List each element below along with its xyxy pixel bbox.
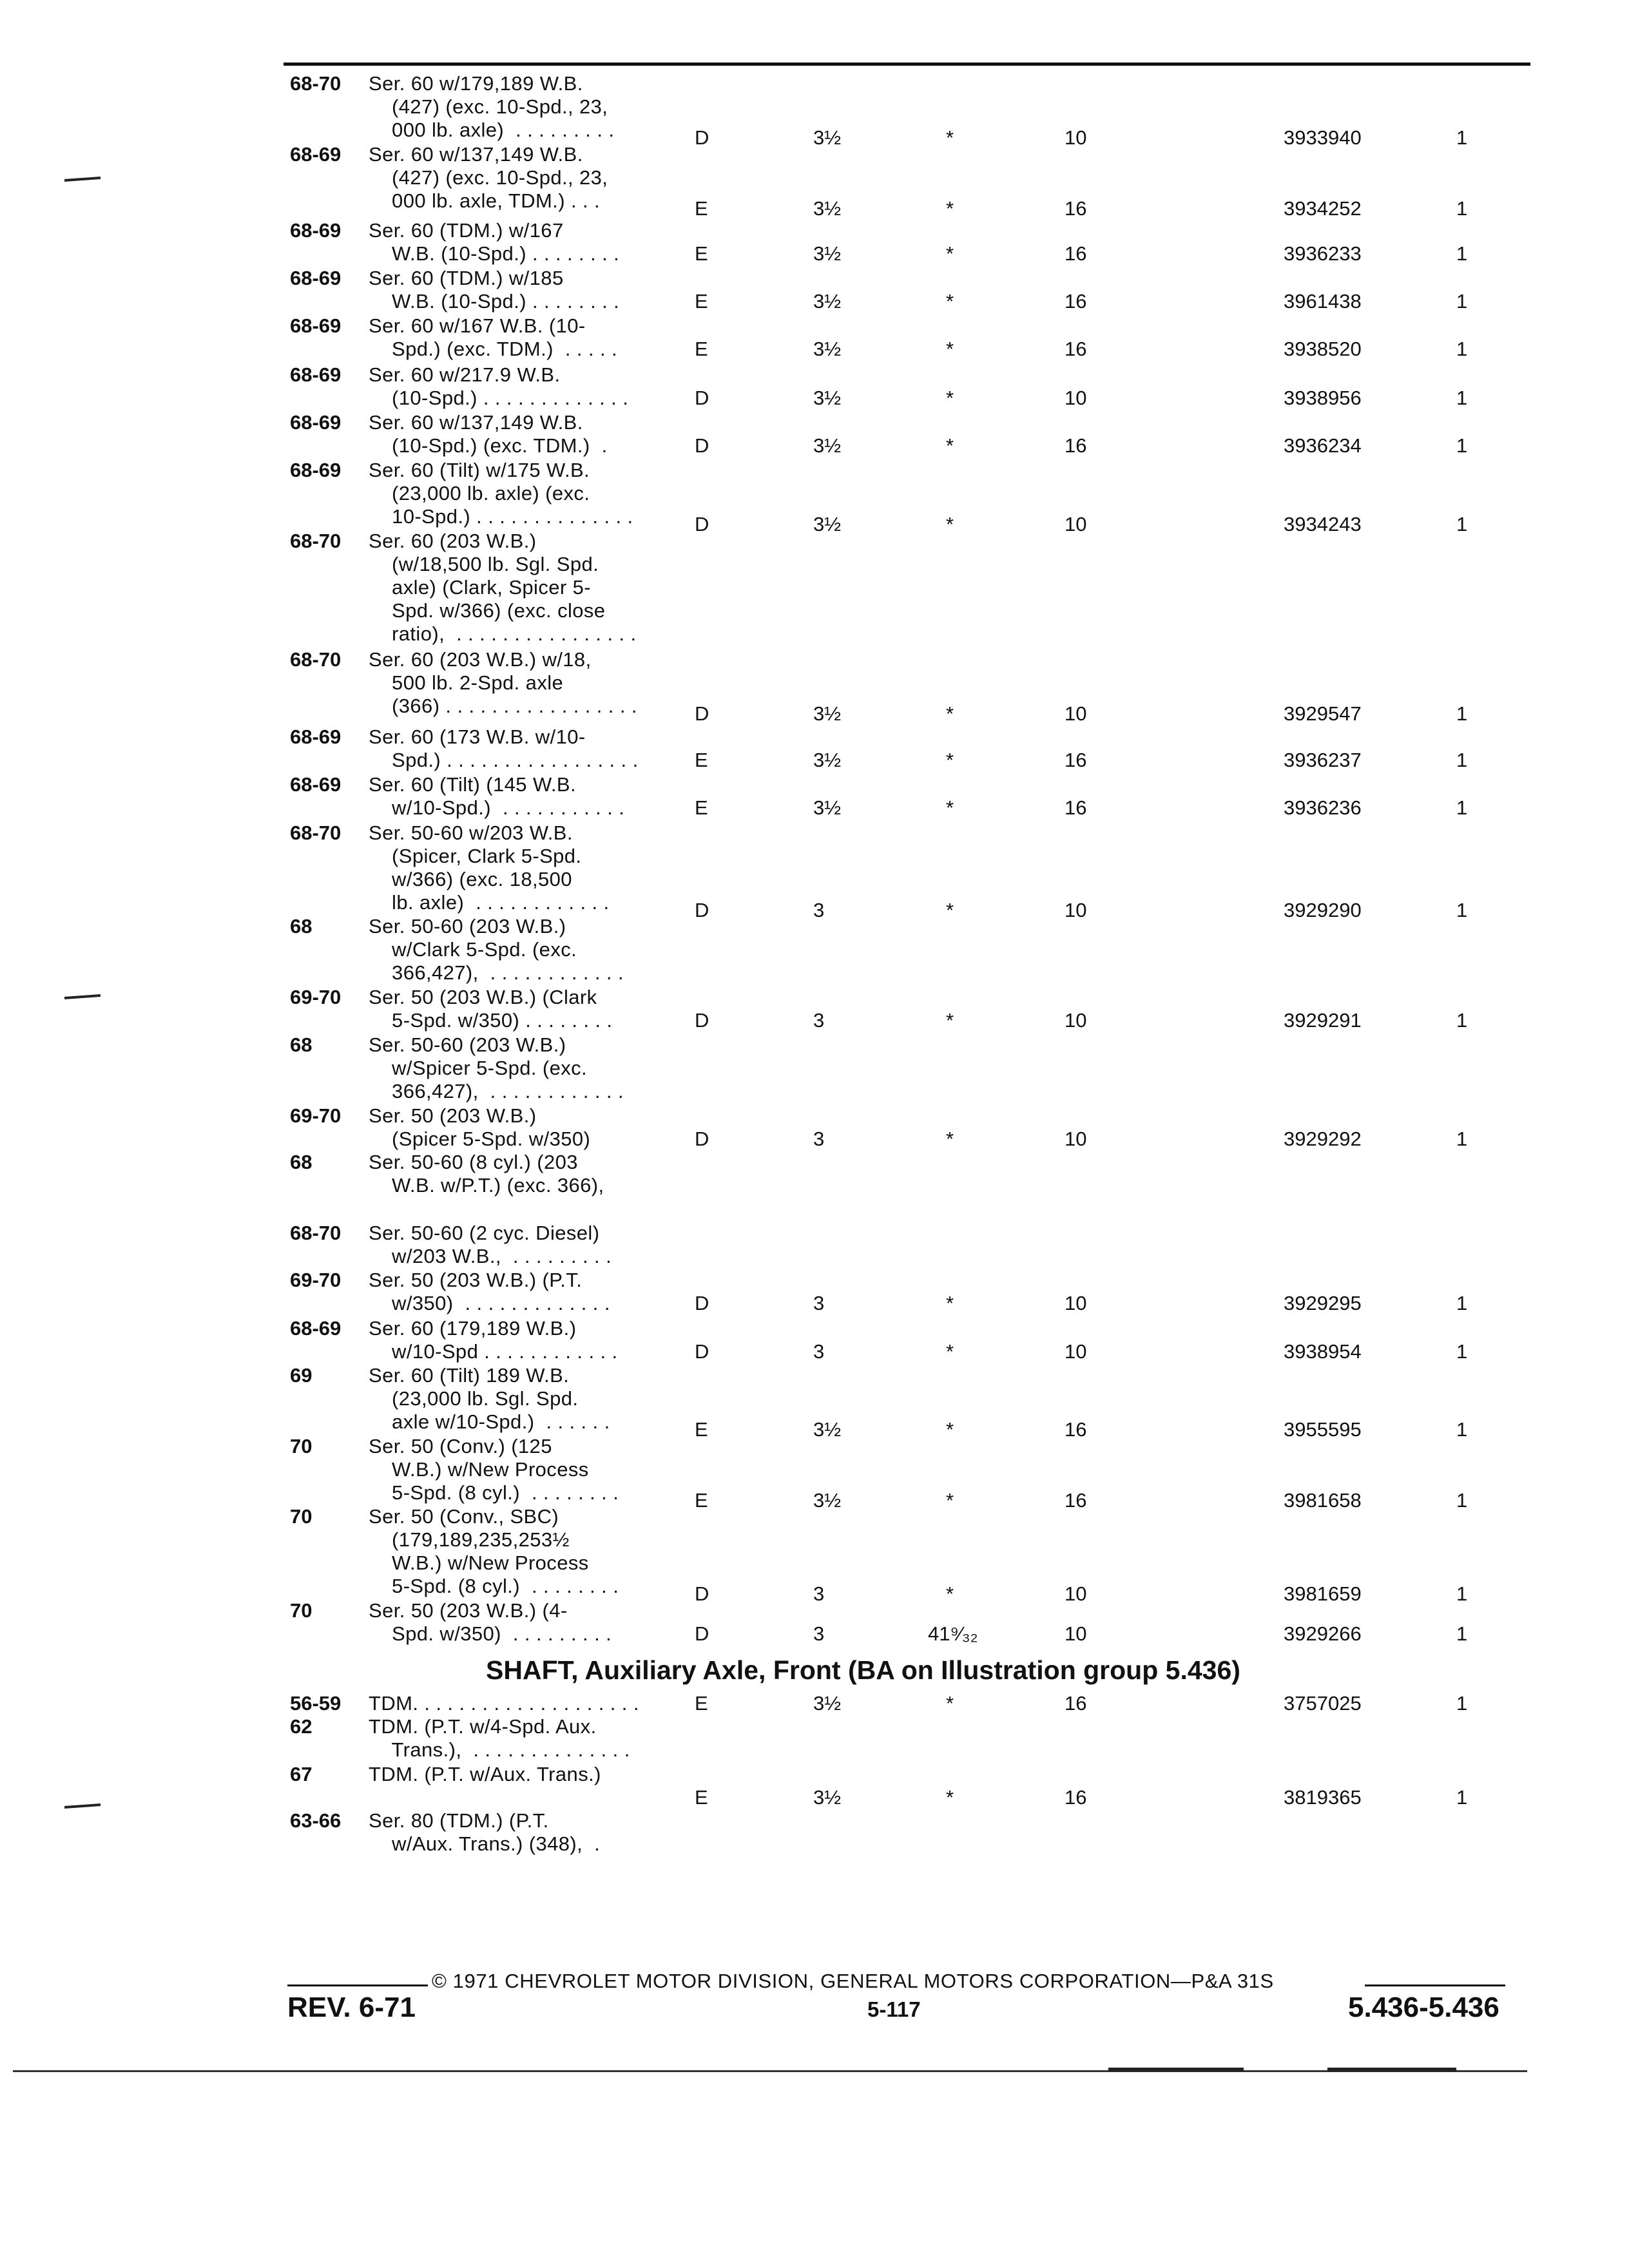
cell-c5: 3929266 xyxy=(1284,1622,1362,1645)
cell-c1: E xyxy=(695,749,708,771)
cell-c2: 3½ xyxy=(813,1489,842,1512)
cell-c3: 41⁹⁄₃₂ xyxy=(928,1622,978,1645)
cell-c1: E xyxy=(695,1418,708,1441)
description-line: 366,427), . . . . . . . . . . . . xyxy=(369,961,624,984)
description-line: 5-Spd. (8 cyl.) . . . . . . . . xyxy=(369,1575,619,1597)
description-line: (23,000 lb. axle) (exc. xyxy=(369,482,590,505)
cell-c1: D xyxy=(695,1009,709,1032)
section-title: SHAFT, Auxiliary Axle, Front (BA on Illustration group 5.436) xyxy=(486,1655,1240,1685)
cell-c3: * xyxy=(946,1582,954,1605)
cell-c4: 16 xyxy=(1065,749,1087,771)
cell-c3: * xyxy=(946,1292,954,1314)
description-line: Ser. 60 w/137,149 W.B. xyxy=(369,143,583,166)
description-line: Ser. 60 (203 W.B.) xyxy=(369,530,537,552)
description-line: (10-Spd.) . . . . . . . . . . . . . xyxy=(369,387,629,409)
description-line: Ser. 60 (179,189 W.B.) xyxy=(369,1317,577,1340)
cell-c2: 3½ xyxy=(813,513,842,535)
cell-c3: * xyxy=(946,1418,954,1441)
cell-c1: D xyxy=(695,387,709,409)
cell-c5: 3929295 xyxy=(1284,1292,1362,1314)
description-line: W.B. w/P.T.) (exc. 366), xyxy=(369,1174,604,1196)
cell-c5: 3929547 xyxy=(1284,702,1362,725)
cell-c5: 3936237 xyxy=(1284,749,1362,771)
description-line: Spd. w/366) (exc. close xyxy=(369,599,606,622)
model-years: 68-69 xyxy=(290,1317,342,1340)
margin-mark xyxy=(64,1803,101,1809)
model-years: 67 xyxy=(290,1763,313,1785)
cell-c5: 3929292 xyxy=(1284,1128,1362,1150)
description-line: ratio), . . . . . . . . . . . . . . . . xyxy=(369,622,637,645)
model-years: 68-69 xyxy=(290,773,342,796)
cell-c3: * xyxy=(946,1340,954,1363)
cell-c1: D xyxy=(695,1582,709,1605)
cell-c6: 1 xyxy=(1456,1786,1468,1809)
description-line: Ser. 50-60 (203 W.B.) xyxy=(369,915,566,937)
model-years: 68 xyxy=(290,1033,313,1056)
description-line: Spd. w/350) . . . . . . . . . xyxy=(369,1622,612,1645)
model-years: 69-70 xyxy=(290,1269,342,1291)
cell-c1: E xyxy=(695,1692,708,1715)
cell-c5: 3955595 xyxy=(1284,1418,1362,1441)
cell-c4: 10 xyxy=(1065,513,1087,535)
cell-c6: 1 xyxy=(1456,1128,1468,1150)
cell-c1: E xyxy=(695,1489,708,1512)
cell-c6: 1 xyxy=(1456,126,1468,149)
description-line: Ser. 60 (TDM.) w/167 xyxy=(369,219,564,242)
description-line: Ser. 50 (203 W.B.) xyxy=(369,1104,537,1127)
cell-c1: D xyxy=(695,1292,709,1314)
description-line: TDM. . . . . . . . . . . . . . . . . . . . xyxy=(369,1692,639,1715)
model-years: 68-69 xyxy=(290,363,342,386)
scan-dash xyxy=(1108,2068,1244,2071)
description-line: Spd.) . . . . . . . . . . . . . . . . . xyxy=(369,749,639,771)
description-line: 000 lb. axle, TDM.) . . . xyxy=(369,189,601,212)
cell-c2: 3 xyxy=(813,1622,825,1645)
description-line: Ser. 60 w/137,149 W.B. xyxy=(369,411,583,434)
cell-c5: 3757025 xyxy=(1284,1692,1362,1715)
cell-c3: * xyxy=(946,899,954,921)
cell-c1: D xyxy=(695,126,709,149)
cell-c6: 1 xyxy=(1456,197,1468,220)
cell-c1: D xyxy=(695,1340,709,1363)
cell-c2: 3½ xyxy=(813,702,842,725)
model-years: 56-59 xyxy=(290,1692,342,1715)
model-years: 68-69 xyxy=(290,314,342,337)
cell-c5: 3936234 xyxy=(1284,434,1362,457)
description-line: Trans.), . . . . . . . . . . . . . . xyxy=(369,1738,630,1761)
cell-c4: 10 xyxy=(1065,1582,1087,1605)
cell-c3: * xyxy=(946,796,954,819)
description-line: W.B.) w/New Process xyxy=(369,1552,589,1574)
cell-c2: 3½ xyxy=(813,338,842,360)
model-years: 70 xyxy=(290,1599,313,1622)
cell-c6: 1 xyxy=(1456,1009,1468,1032)
cell-c3: * xyxy=(946,749,954,771)
cell-c2: 3½ xyxy=(813,1786,842,1809)
cell-c5: 3934243 xyxy=(1284,513,1362,535)
cell-c6: 1 xyxy=(1456,434,1468,457)
description-line: W.B. (10-Spd.) . . . . . . . . xyxy=(369,242,620,265)
cell-c6: 1 xyxy=(1456,796,1468,819)
description-line: (23,000 lb. Sgl. Spd. xyxy=(369,1387,579,1410)
model-years: 63-66 xyxy=(290,1809,342,1832)
cell-c2: 3 xyxy=(813,1340,825,1363)
description-line: Ser. 50 (203 W.B.) (Clark xyxy=(369,986,597,1008)
description-line: (10-Spd.) (exc. TDM.) . xyxy=(369,434,608,457)
cell-c3: * xyxy=(946,1128,954,1150)
cell-c6: 1 xyxy=(1456,1489,1468,1512)
cell-c6: 1 xyxy=(1456,338,1468,360)
description-line: Ser. 60 (Tilt) 189 W.B. xyxy=(369,1364,570,1387)
cell-c1: D xyxy=(695,434,709,457)
cell-c2: 3½ xyxy=(813,126,842,149)
description-line: Ser. 50-60 w/203 W.B. xyxy=(369,822,573,844)
description-line: (427) (exc. 10-Spd., 23, xyxy=(369,95,608,118)
cell-c5: 3936236 xyxy=(1284,796,1362,819)
model-years: 68-69 xyxy=(290,459,342,481)
description-line: (Spicer 5-Spd. w/350) xyxy=(369,1128,591,1150)
cell-c3: * xyxy=(946,387,954,409)
cell-c1: E xyxy=(695,796,708,819)
description-line: Ser. 60 w/179,189 W.B. xyxy=(369,72,583,95)
description-line: w/Aux. Trans.) (348), . xyxy=(369,1832,601,1855)
cell-c1: D xyxy=(695,1622,709,1645)
description-line: w/203 W.B., . . . . . . . . . xyxy=(369,1245,612,1267)
cell-c5: 3981658 xyxy=(1284,1489,1362,1512)
page-number: 5-117 xyxy=(867,1997,921,2021)
cell-c3: * xyxy=(946,1692,954,1715)
cell-c6: 1 xyxy=(1456,1582,1468,1605)
cell-c6: 1 xyxy=(1456,1292,1468,1314)
cell-c3: * xyxy=(946,126,954,149)
cell-c4: 10 xyxy=(1065,387,1087,409)
cell-c3: * xyxy=(946,1489,954,1512)
cell-c5: 3981659 xyxy=(1284,1582,1362,1605)
cell-c3: * xyxy=(946,290,954,312)
description-line: 000 lb. axle) . . . . . . . . . xyxy=(369,119,615,141)
description-line: W.B. (10-Spd.) . . . . . . . . xyxy=(369,290,620,312)
cell-c3: * xyxy=(946,242,954,265)
footer-rule-right xyxy=(1365,1984,1505,1986)
cell-c2: 3 xyxy=(813,1128,825,1150)
model-years: 68-70 xyxy=(290,530,342,552)
cell-c6: 1 xyxy=(1456,387,1468,409)
cell-c2: 3½ xyxy=(813,796,842,819)
top-rule xyxy=(284,62,1530,66)
model-years: 68-69 xyxy=(290,219,342,242)
cell-c5: 3936233 xyxy=(1284,242,1362,265)
description-line: axle) (Clark, Spicer 5- xyxy=(369,576,591,599)
cell-c4: 16 xyxy=(1065,1786,1087,1809)
cell-c3: * xyxy=(946,197,954,220)
cell-c6: 1 xyxy=(1456,899,1468,921)
description-line: Ser. 50 (Conv.) (125 xyxy=(369,1435,552,1457)
description-line: 366,427), . . . . . . . . . . . . xyxy=(369,1080,624,1102)
cell-c4: 10 xyxy=(1065,1292,1087,1314)
cell-c2: 3½ xyxy=(813,387,842,409)
cell-c5: 3938954 xyxy=(1284,1340,1362,1363)
description-line: w/Spicer 5-Spd. (exc. xyxy=(369,1057,588,1079)
model-years: 68 xyxy=(290,1151,313,1173)
cell-c3: * xyxy=(946,338,954,360)
cell-c4: 16 xyxy=(1065,242,1087,265)
cell-c2: 3½ xyxy=(813,434,842,457)
cell-c6: 1 xyxy=(1456,242,1468,265)
cell-c2: 3 xyxy=(813,1009,825,1032)
description-line: Ser. 80 (TDM.) (P.T. xyxy=(369,1809,549,1832)
cell-c2: 3½ xyxy=(813,242,842,265)
cell-c4: 16 xyxy=(1065,1489,1087,1512)
cell-c1: D xyxy=(695,1128,709,1150)
cell-c4: 16 xyxy=(1065,1418,1087,1441)
description-line: (366) . . . . . . . . . . . . . . . . . xyxy=(369,695,637,717)
description-line: Ser. 50-60 (2 cyc. Diesel) xyxy=(369,1222,600,1244)
description-line: Ser. 60 (Tilt) w/175 W.B. xyxy=(369,459,590,481)
footer-copyright: © 1971 CHEVROLET MOTOR DIVISION, GENERAL MOTORS CORPORATION—P&A 31S xyxy=(432,1970,1274,1992)
description-line: TDM. (P.T. w/4-Spd. Aux. xyxy=(369,1715,597,1738)
cell-c4: 16 xyxy=(1065,434,1087,457)
scan-dash xyxy=(1327,2068,1456,2071)
description-line: 500 lb. 2-Spd. axle xyxy=(369,671,564,694)
cell-c2: 3 xyxy=(813,899,825,921)
cell-c4: 16 xyxy=(1065,197,1087,220)
description-line: 10-Spd.) . . . . . . . . . . . . . . xyxy=(369,505,633,528)
model-years: 70 xyxy=(290,1435,313,1457)
margin-mark xyxy=(64,177,101,182)
cell-c4: 10 xyxy=(1065,899,1087,921)
cell-c3: * xyxy=(946,513,954,535)
cell-c3: * xyxy=(946,434,954,457)
cell-c3: * xyxy=(946,702,954,725)
model-years: 68 xyxy=(290,915,313,937)
cell-c4: 16 xyxy=(1065,1692,1087,1715)
cell-c6: 1 xyxy=(1456,513,1468,535)
description-line: 5-Spd. w/350) . . . . . . . . xyxy=(369,1009,613,1032)
cell-c2: 3½ xyxy=(813,197,842,220)
description-line: Ser. 50-60 (8 cyl.) (203 xyxy=(369,1151,578,1173)
cell-c6: 1 xyxy=(1456,749,1468,771)
cell-c6: 1 xyxy=(1456,702,1468,725)
cell-c6: 1 xyxy=(1456,1622,1468,1645)
cell-c5: 3933940 xyxy=(1284,126,1362,149)
cell-c5: 3938956 xyxy=(1284,387,1362,409)
description-line: 5-Spd. (8 cyl.) . . . . . . . . xyxy=(369,1481,619,1504)
cell-c6: 1 xyxy=(1456,290,1468,312)
cell-c4: 10 xyxy=(1065,702,1087,725)
cell-c4: 16 xyxy=(1065,290,1087,312)
description-line: Spd.) (exc. TDM.) . . . . . xyxy=(369,338,618,360)
cell-c1: D xyxy=(695,899,709,921)
cell-c1: E xyxy=(695,1786,708,1809)
model-years: 68-70 xyxy=(290,822,342,844)
description-line: W.B.) w/New Process xyxy=(369,1458,589,1481)
description-line: axle w/10-Spd.) . . . . . . xyxy=(369,1410,610,1433)
cell-c3: * xyxy=(946,1009,954,1032)
cell-c4: 10 xyxy=(1065,1340,1087,1363)
model-years: 68-69 xyxy=(290,267,342,289)
model-years: 68-70 xyxy=(290,648,342,671)
cell-c5: 3934252 xyxy=(1284,197,1362,220)
cell-c4: 16 xyxy=(1065,338,1087,360)
cell-c4: 16 xyxy=(1065,796,1087,819)
model-years: 69-70 xyxy=(290,1104,342,1127)
cell-c2: 3½ xyxy=(813,290,842,312)
cell-c5: 3819365 xyxy=(1284,1786,1362,1809)
footer-rule-left xyxy=(287,1984,428,1986)
cell-c5: 3938520 xyxy=(1284,338,1362,360)
description-line: (427) (exc. 10-Spd., 23, xyxy=(369,166,608,189)
cell-c4: 10 xyxy=(1065,126,1087,149)
cell-c6: 1 xyxy=(1456,1418,1468,1441)
model-years: 68-69 xyxy=(290,726,342,748)
cell-c6: 1 xyxy=(1456,1340,1468,1363)
description-line: Ser. 50 (203 W.B.) (4- xyxy=(369,1599,568,1622)
description-line: w/350) . . . . . . . . . . . . . xyxy=(369,1292,610,1314)
description-line: Ser. 60 w/167 W.B. (10- xyxy=(369,314,586,337)
model-years: 68-70 xyxy=(290,72,342,95)
model-years: 68-70 xyxy=(290,1222,342,1244)
cell-c1: E xyxy=(695,242,708,265)
cell-c5: 3961438 xyxy=(1284,290,1362,312)
cell-c2: 3 xyxy=(813,1582,825,1605)
scan-edge-line xyxy=(13,2070,1527,2072)
cell-c5: 3929290 xyxy=(1284,899,1362,921)
cell-c4: 10 xyxy=(1065,1622,1087,1645)
description-line: Ser. 60 (TDM.) w/185 xyxy=(369,267,564,289)
section-number: 5.436-5.436 xyxy=(1348,1992,1499,2023)
description-line: w/366) (exc. 18,500 xyxy=(369,868,572,890)
description-line: Ser. 60 (173 W.B. w/10- xyxy=(369,726,586,748)
revision-label: REV. 6-71 xyxy=(287,1992,416,2023)
cell-c4: 10 xyxy=(1065,1009,1087,1032)
cell-c1: D xyxy=(695,513,709,535)
description-line: TDM. (P.T. w/Aux. Trans.) xyxy=(369,1763,601,1785)
description-line: w/Clark 5-Spd. (exc. xyxy=(369,938,577,961)
cell-c6: 1 xyxy=(1456,1692,1468,1715)
cell-c1: D xyxy=(695,702,709,725)
margin-mark xyxy=(64,994,101,999)
description-line: (w/18,500 lb. Sgl. Spd. xyxy=(369,553,599,575)
model-years: 68-69 xyxy=(290,143,342,166)
cell-c5: 3929291 xyxy=(1284,1009,1362,1032)
description-line: Ser. 60 (Tilt) (145 W.B. xyxy=(369,773,576,796)
description-line: w/10-Spd.) . . . . . . . . . . . xyxy=(369,796,625,819)
cell-c4: 10 xyxy=(1065,1128,1087,1150)
cell-c1: E xyxy=(695,290,708,312)
model-years: 70 xyxy=(290,1505,313,1528)
cell-c2: 3½ xyxy=(813,1692,842,1715)
model-years: 69 xyxy=(290,1364,313,1387)
description-line: Ser. 50 (Conv., SBC) xyxy=(369,1505,559,1528)
cell-c2: 3½ xyxy=(813,749,842,771)
description-line: w/10-Spd . . . . . . . . . . . . xyxy=(369,1340,618,1363)
model-years: 62 xyxy=(290,1715,313,1738)
model-years: 68-69 xyxy=(290,411,342,434)
cell-c2: 3½ xyxy=(813,1418,842,1441)
description-line: Ser. 50-60 (203 W.B.) xyxy=(369,1033,566,1056)
description-line: Ser. 60 (203 W.B.) w/18, xyxy=(369,648,592,671)
cell-c2: 3 xyxy=(813,1292,825,1314)
cell-c1: E xyxy=(695,338,708,360)
description-line: Ser. 60 w/217.9 W.B. xyxy=(369,363,561,386)
cell-c3: * xyxy=(946,1786,954,1809)
description-line: (Spicer, Clark 5-Spd. xyxy=(369,845,582,867)
description-line: (179,189,235,253½ xyxy=(369,1528,570,1551)
description-line: Ser. 50 (203 W.B.) (P.T. xyxy=(369,1269,583,1291)
description-line: lb. axle) . . . . . . . . . . . . xyxy=(369,891,610,914)
cell-c1: E xyxy=(695,197,708,220)
model-years: 69-70 xyxy=(290,986,342,1008)
